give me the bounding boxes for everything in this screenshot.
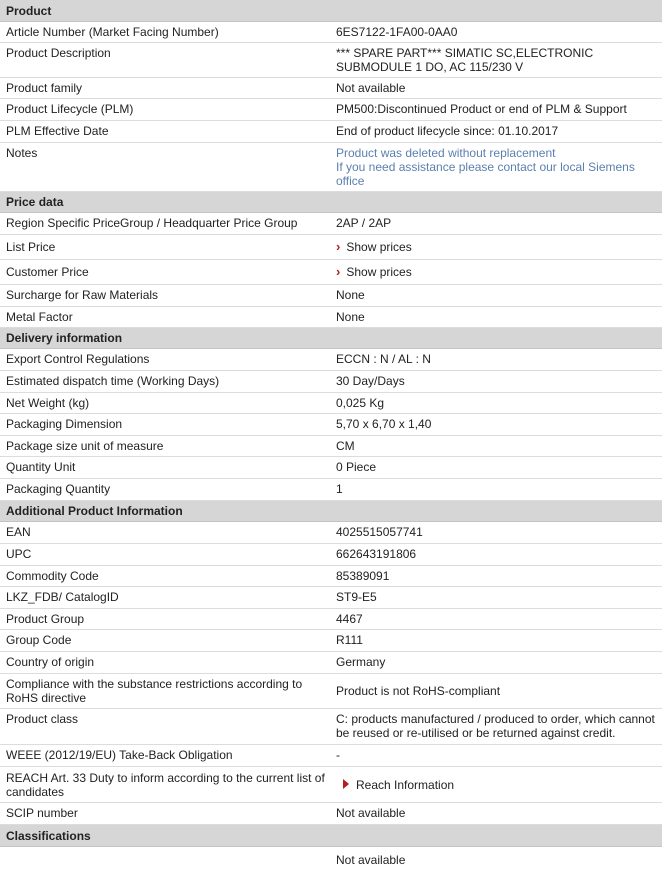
row-label: Product family	[6, 81, 83, 95]
row-label: Estimated dispatch time (Working Days)	[6, 374, 220, 388]
row-product-class	[0, 709, 662, 745]
section-title: Additional Product Information	[6, 504, 183, 518]
row-label: Product class	[6, 712, 79, 726]
row-value: R111	[336, 633, 363, 647]
row-label: SCIP number	[6, 806, 78, 820]
row-product-family	[0, 78, 662, 99]
row-price-group	[0, 213, 662, 235]
row-label: Region Specific PriceGroup / Headquarter Price Group	[6, 216, 298, 230]
row-label: Country of origin	[6, 655, 95, 669]
row-value: 85389091	[336, 569, 390, 583]
row-upc	[0, 544, 662, 566]
row-reach	[0, 767, 662, 803]
row-label: Product Description	[6, 46, 111, 60]
chevron-right-icon: ›	[336, 264, 341, 279]
row-value: CM	[336, 439, 355, 453]
row-notes	[0, 143, 662, 192]
row-value: 4025515057741	[336, 525, 423, 539]
row-product-description	[0, 43, 662, 78]
row-value: -	[336, 748, 340, 762]
row-label: Product Group	[6, 612, 85, 626]
row-value: Not available	[336, 806, 406, 820]
section-header-delivery	[0, 328, 662, 349]
row-value: 0,025 Kg	[336, 396, 385, 410]
row-label: EAN	[6, 525, 31, 539]
row-metal-factor	[0, 307, 662, 328]
row-country-of-origin	[0, 652, 662, 674]
row-label: Packaging Quantity	[6, 482, 111, 496]
row-rohs	[0, 674, 662, 709]
show-prices-label: Show prices	[346, 265, 412, 279]
list-price-show-prices-link[interactable]	[331, 240, 662, 254]
row-quantity-unit	[0, 457, 662, 479]
row-packaging-quantity	[0, 479, 662, 501]
row-list-price	[0, 235, 662, 260]
row-ean	[0, 522, 662, 544]
row-package-unit	[0, 436, 662, 457]
reach-information-link[interactable]	[331, 778, 662, 792]
row-label: List Price	[6, 240, 56, 254]
row-value: 662643191806	[336, 547, 417, 561]
section-header-additional-info	[0, 501, 662, 522]
row-value: *** SPARE PART*** SIMATIC SC,ELECTRONIC SUBMODULE 1 DO, AC 115/230 V	[336, 46, 594, 74]
row-weee	[0, 745, 662, 767]
customer-price-show-prices-link[interactable]	[331, 265, 662, 279]
row-commodity-code	[0, 566, 662, 587]
row-packaging-dimension	[0, 414, 662, 436]
section-title: Price data	[6, 195, 64, 209]
row-value: None	[336, 288, 365, 302]
row-label: PLM Effective Date	[6, 124, 109, 138]
row-value: End of product lifecycle since: 01.10.2017	[336, 124, 559, 138]
row-label: LKZ_FDB/ CatalogID	[6, 590, 119, 604]
triangle-right-icon	[343, 779, 349, 789]
row-label: Group Code	[6, 633, 72, 647]
section-header-classifications	[0, 825, 662, 847]
row-label: Notes	[6, 146, 38, 160]
row-label: REACH Art. 33 Duty to inform according to the current list of candidates	[6, 770, 325, 799]
section-header-product	[0, 0, 662, 22]
row-label: Package size unit of measure	[6, 439, 164, 453]
row-value: Not available	[336, 853, 406, 867]
row-label: Quantity Unit	[6, 460, 76, 474]
row-value: 4467	[336, 612, 363, 626]
section-header-price-data	[0, 192, 662, 213]
row-label: Article Number (Market Facing Number)	[6, 25, 219, 39]
row-label: Net Weight (kg)	[6, 396, 90, 410]
row-label: Surcharge for Raw Materials	[6, 288, 159, 302]
row-value	[331, 143, 662, 191]
section-title: Delivery information	[6, 331, 123, 345]
row-value: PM500:Discontinued Product or end of PLM & Support	[336, 102, 627, 116]
chevron-right-icon: ›	[336, 239, 341, 254]
row-label: Compliance with the substance restrictions according to RoHS directive	[6, 677, 303, 705]
row-value: 6ES7122-1FA00-0AA0	[336, 25, 458, 39]
row-value: ST9-E5	[336, 590, 377, 604]
contact-siemens-link[interactable]: If you need assistance please contact our local Siemens office	[336, 160, 635, 188]
row-classifications	[0, 847, 662, 869]
section-title: Product	[6, 3, 52, 18]
row-product-group	[0, 609, 662, 630]
row-value: 0 Piece	[336, 460, 377, 474]
row-value: 5,70 x 6,70 x 1,40	[336, 417, 432, 431]
row-article-number	[0, 22, 662, 43]
row-value: ECCN : N / AL : N	[336, 352, 431, 366]
row-label: Packaging Dimension	[6, 417, 123, 431]
row-label: WEEE (2012/19/EU) Take-Back Obligation	[6, 748, 233, 762]
note-deleted-without-replacement: Product was deleted without replacement	[336, 146, 556, 160]
row-label: Commodity Code	[6, 569, 99, 583]
row-label: Export Control Regulations	[6, 352, 150, 366]
row-value: C: products manufactured / produced to order, which cannot be reused or re-utilised or be returned against credit.	[336, 712, 655, 740]
section-title: Classifications	[6, 828, 91, 843]
row-label: UPC	[6, 547, 32, 561]
row-value: None	[336, 310, 365, 324]
row-value: 2AP / 2AP	[336, 216, 392, 230]
reach-link-label: Reach Information	[356, 777, 455, 792]
row-value: 1	[336, 482, 343, 496]
row-net-weight	[0, 393, 662, 414]
show-prices-label: Show prices	[346, 240, 412, 254]
row-value: 30 Day/Days	[336, 374, 405, 388]
row-label	[0, 847, 331, 869]
row-surcharge	[0, 285, 662, 307]
row-value: Product is not RoHS-compliant	[336, 684, 501, 698]
row-value: Not available	[336, 81, 406, 95]
row-label: Product Lifecycle (PLM)	[6, 102, 134, 116]
row-export-control	[0, 349, 662, 371]
row-label: Customer Price	[6, 265, 89, 279]
row-dispatch-time	[0, 371, 662, 393]
row-label: Metal Factor	[6, 310, 73, 324]
row-plm-effective-date	[0, 121, 662, 143]
row-catalog-id	[0, 587, 662, 609]
row-customer-price	[0, 260, 662, 285]
row-group-code	[0, 630, 662, 652]
row-value: Germany	[336, 655, 386, 669]
row-product-lifecycle	[0, 99, 662, 121]
row-scip	[0, 803, 662, 825]
